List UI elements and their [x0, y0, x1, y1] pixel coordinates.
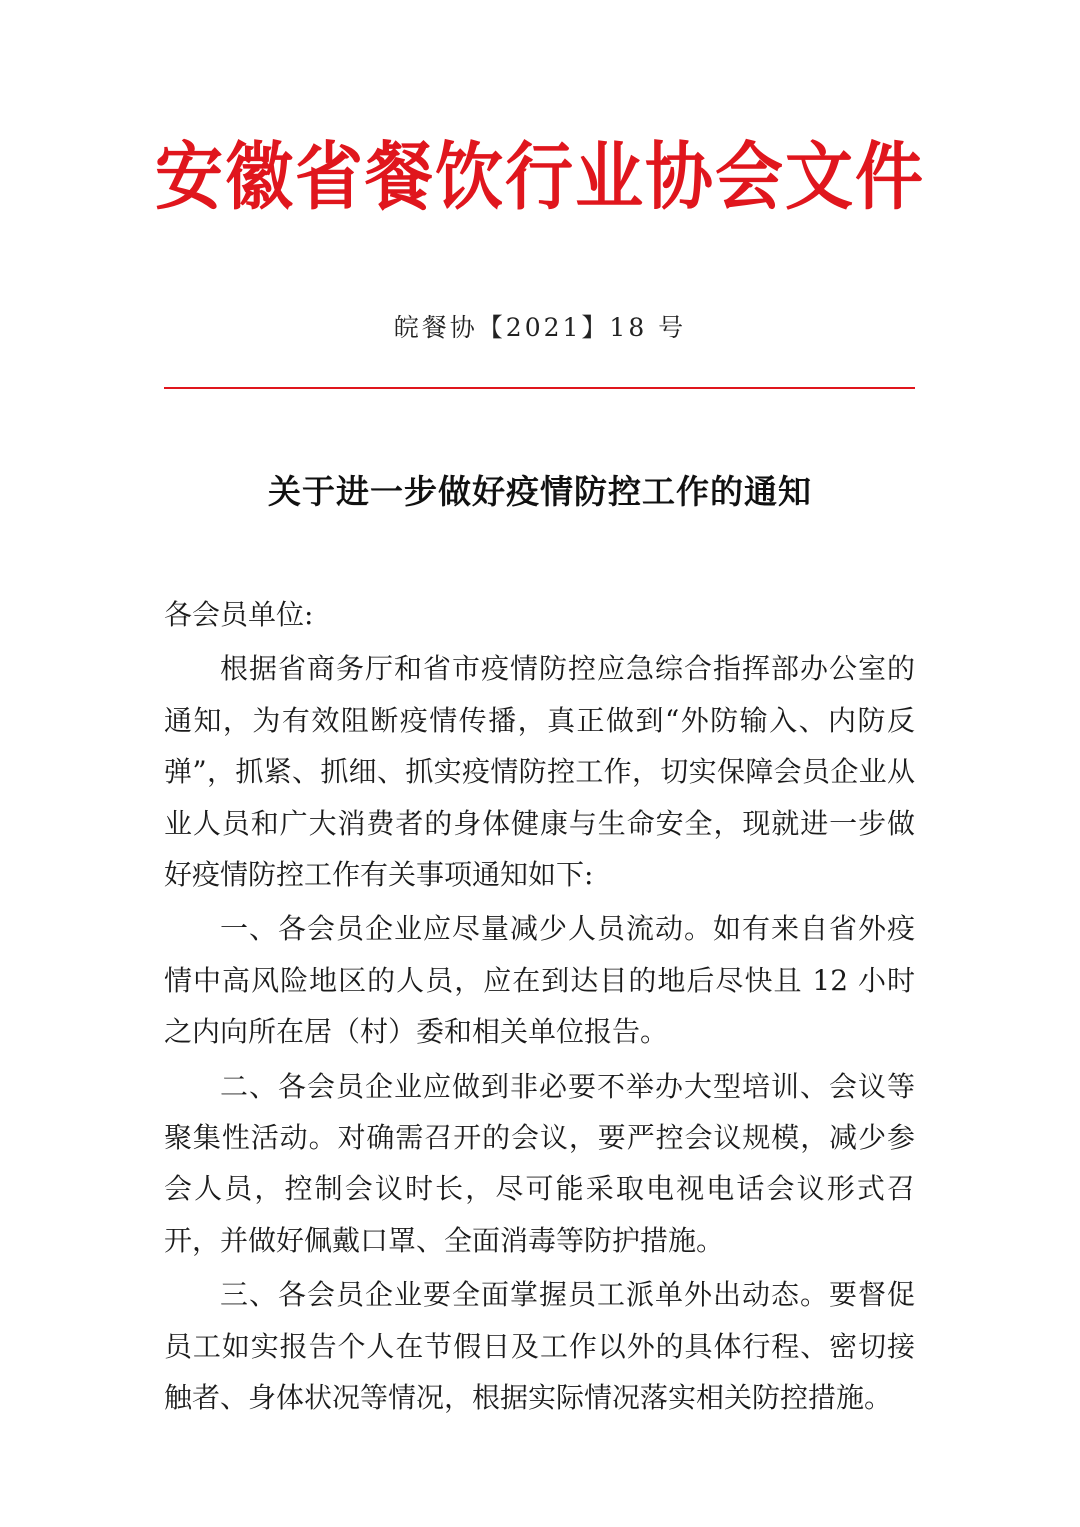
red-divider-line [164, 387, 915, 389]
masthead-title: 安徽省餐饮行业协会文件 [154, 134, 925, 221]
item-two-paragraph: 二、各会员企业应做到非必要不举办大型培训、会议等聚集性活动。对确需召开的会议，要严控会议规模，减少参会人员，控制会议时长，尽可能采取电视电话会议形式召开，并做好佩戴口罩、全面消毒等防护措施。 [164, 1069, 915, 1257]
item-three-paragraph: 三、各会员企业要全面掌握员工派单外出动态。要督促员工如实报告个人在节假日及工作以外的具体行程、密切接触者、身体状况等情况，根据实际情况落实相关防控措施。 [164, 1278, 915, 1415]
intro-paragraph: 根据省商务厅和省市疫情防控应急综合指挥部办公室的通知，为有效阻断疫情传播，真正做到“外防输入、内防反弹”，抓紧、抓细、抓实疫情防控工作，切实保障会员企业从业人员和广大消费者的身体健康与生命安全，现就进一步做好疫情防控工作有关事项通知如下: [164, 652, 915, 892]
notice-body [164, 589, 915, 1427]
salutation: 各会员单位: [164, 598, 314, 631]
notice-title: 关于进一步做好疫情防控工作的通知 [268, 472, 812, 511]
item-one-paragraph: 一、各会员企业应尽量减少人员流动。如有来自省外疫情中高风险地区的人员，应在到达目的地后尽快且 12 小时之内向所在居（村）委和相关单位报告。 [164, 912, 915, 1049]
document-number: 皖餐协【2021】18 号 [393, 313, 687, 342]
